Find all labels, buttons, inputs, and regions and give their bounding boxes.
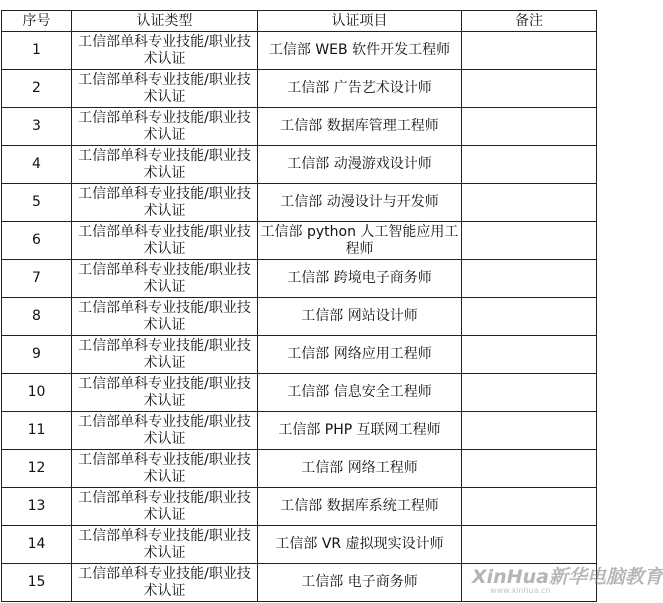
cert-type-cell: 工信部单科专业技能/职业技术认证 (72, 260, 258, 298)
cert-item-cell: 工信部 电子商务师 (258, 564, 462, 602)
table-row (2, 260, 597, 298)
remarks-cell (462, 70, 597, 108)
table-row (2, 336, 597, 374)
remarks-cell (462, 564, 597, 602)
remarks-cell (462, 184, 597, 222)
cert-type-cell: 工信部单科专业技能/职业技术认证 (72, 526, 258, 564)
cert-item-cell: 工信部 VR 虚拟现实设计师 (258, 526, 462, 564)
certification-table (1, 10, 597, 602)
cert-item-cell: 工信部 WEB 软件开发工程师 (258, 32, 462, 70)
row-number: 7 (2, 260, 72, 298)
remarks-cell (462, 222, 597, 260)
table-row (2, 32, 597, 70)
remarks-cell (462, 374, 597, 412)
cert-item-cell: 工信部 网络工程师 (258, 450, 462, 488)
row-number: 11 (2, 412, 72, 450)
cert-type-cell: 工信部单科专业技能/职业技术认证 (72, 298, 258, 336)
table-row (2, 374, 597, 412)
cert-item-cell: 工信部 数据库系统工程师 (258, 488, 462, 526)
table-row (2, 108, 597, 146)
remarks-cell (462, 298, 597, 336)
cert-type-cell: 工信部单科专业技能/职业技术认证 (72, 336, 258, 374)
remarks-cell (462, 526, 597, 564)
remarks-cell (462, 488, 597, 526)
header-cert-item: 认证项目 (258, 11, 462, 32)
cert-type-cell: 工信部单科专业技能/职业技术认证 (72, 184, 258, 222)
row-number: 12 (2, 450, 72, 488)
row-number: 1 (2, 32, 72, 70)
row-number: 14 (2, 526, 72, 564)
cert-item-cell: 工信部 广告艺术设计师 (258, 70, 462, 108)
table-row (2, 70, 597, 108)
watermark-url: www.xinhua.cn (490, 586, 551, 595)
remarks-cell (462, 336, 597, 374)
row-number: 8 (2, 298, 72, 336)
cert-type-cell: 工信部单科专业技能/职业技术认证 (72, 222, 258, 260)
table-row (2, 222, 597, 260)
row-number: 13 (2, 488, 72, 526)
row-number: 15 (2, 564, 72, 602)
cert-type-cell: 工信部单科专业技能/职业技术认证 (72, 32, 258, 70)
row-number: 6 (2, 222, 72, 260)
cert-type-cell: 工信部单科专业技能/职业技术认证 (72, 108, 258, 146)
table-row (2, 412, 597, 450)
row-number: 3 (2, 108, 72, 146)
cert-item-cell: 工信部 信息安全工程师 (258, 374, 462, 412)
cert-item-cell: 工信部 数据库管理工程师 (258, 108, 462, 146)
cert-item-cell: 工信部 python 人工智能应用工程师 (258, 222, 462, 260)
cert-item-cell: 工信部 动漫游戏设计师 (258, 146, 462, 184)
cert-type-cell: 工信部单科专业技能/职业技术认证 (72, 374, 258, 412)
remarks-cell (462, 260, 597, 298)
cert-item-cell: 工信部 网站设计师 (258, 298, 462, 336)
remarks-cell (462, 108, 597, 146)
row-number: 4 (2, 146, 72, 184)
header-row (2, 11, 597, 32)
row-number: 10 (2, 374, 72, 412)
remarks-cell (462, 450, 597, 488)
header-number: 序号 (2, 11, 72, 32)
remarks-cell (462, 146, 597, 184)
cert-type-cell: 工信部单科专业技能/职业技术认证 (72, 488, 258, 526)
cert-type-cell: 工信部单科专业技能/职业技术认证 (72, 564, 258, 602)
header-remarks: 备注 (462, 11, 597, 32)
table-row (2, 184, 597, 222)
cert-type-cell: 工信部单科专业技能/职业技术认证 (72, 412, 258, 450)
row-number: 5 (2, 184, 72, 222)
remarks-cell (462, 412, 597, 450)
table-row (2, 298, 597, 336)
header-cert-type: 认证类型 (72, 11, 258, 32)
table-row (2, 146, 597, 184)
table-row (2, 564, 597, 602)
row-number: 9 (2, 336, 72, 374)
cert-type-cell: 工信部单科专业技能/职业技术认证 (72, 146, 258, 184)
cert-type-cell: 工信部单科专业技能/职业技术认证 (72, 450, 258, 488)
remarks-cell (462, 32, 597, 70)
table-row (2, 526, 597, 564)
cert-item-cell: 工信部 网络应用工程师 (258, 336, 462, 374)
row-number: 2 (2, 70, 72, 108)
table-row (2, 488, 597, 526)
table-row (2, 450, 597, 488)
cert-type-cell: 工信部单科专业技能/职业技术认证 (72, 70, 258, 108)
cert-item-cell: 工信部 跨境电子商务师 (258, 260, 462, 298)
watermark-text: XinHua新华电脑教育 (472, 566, 663, 588)
cert-item-cell: 工信部 PHP 互联网工程师 (258, 412, 462, 450)
cert-item-cell: 工信部 动漫设计与开发师 (258, 184, 462, 222)
